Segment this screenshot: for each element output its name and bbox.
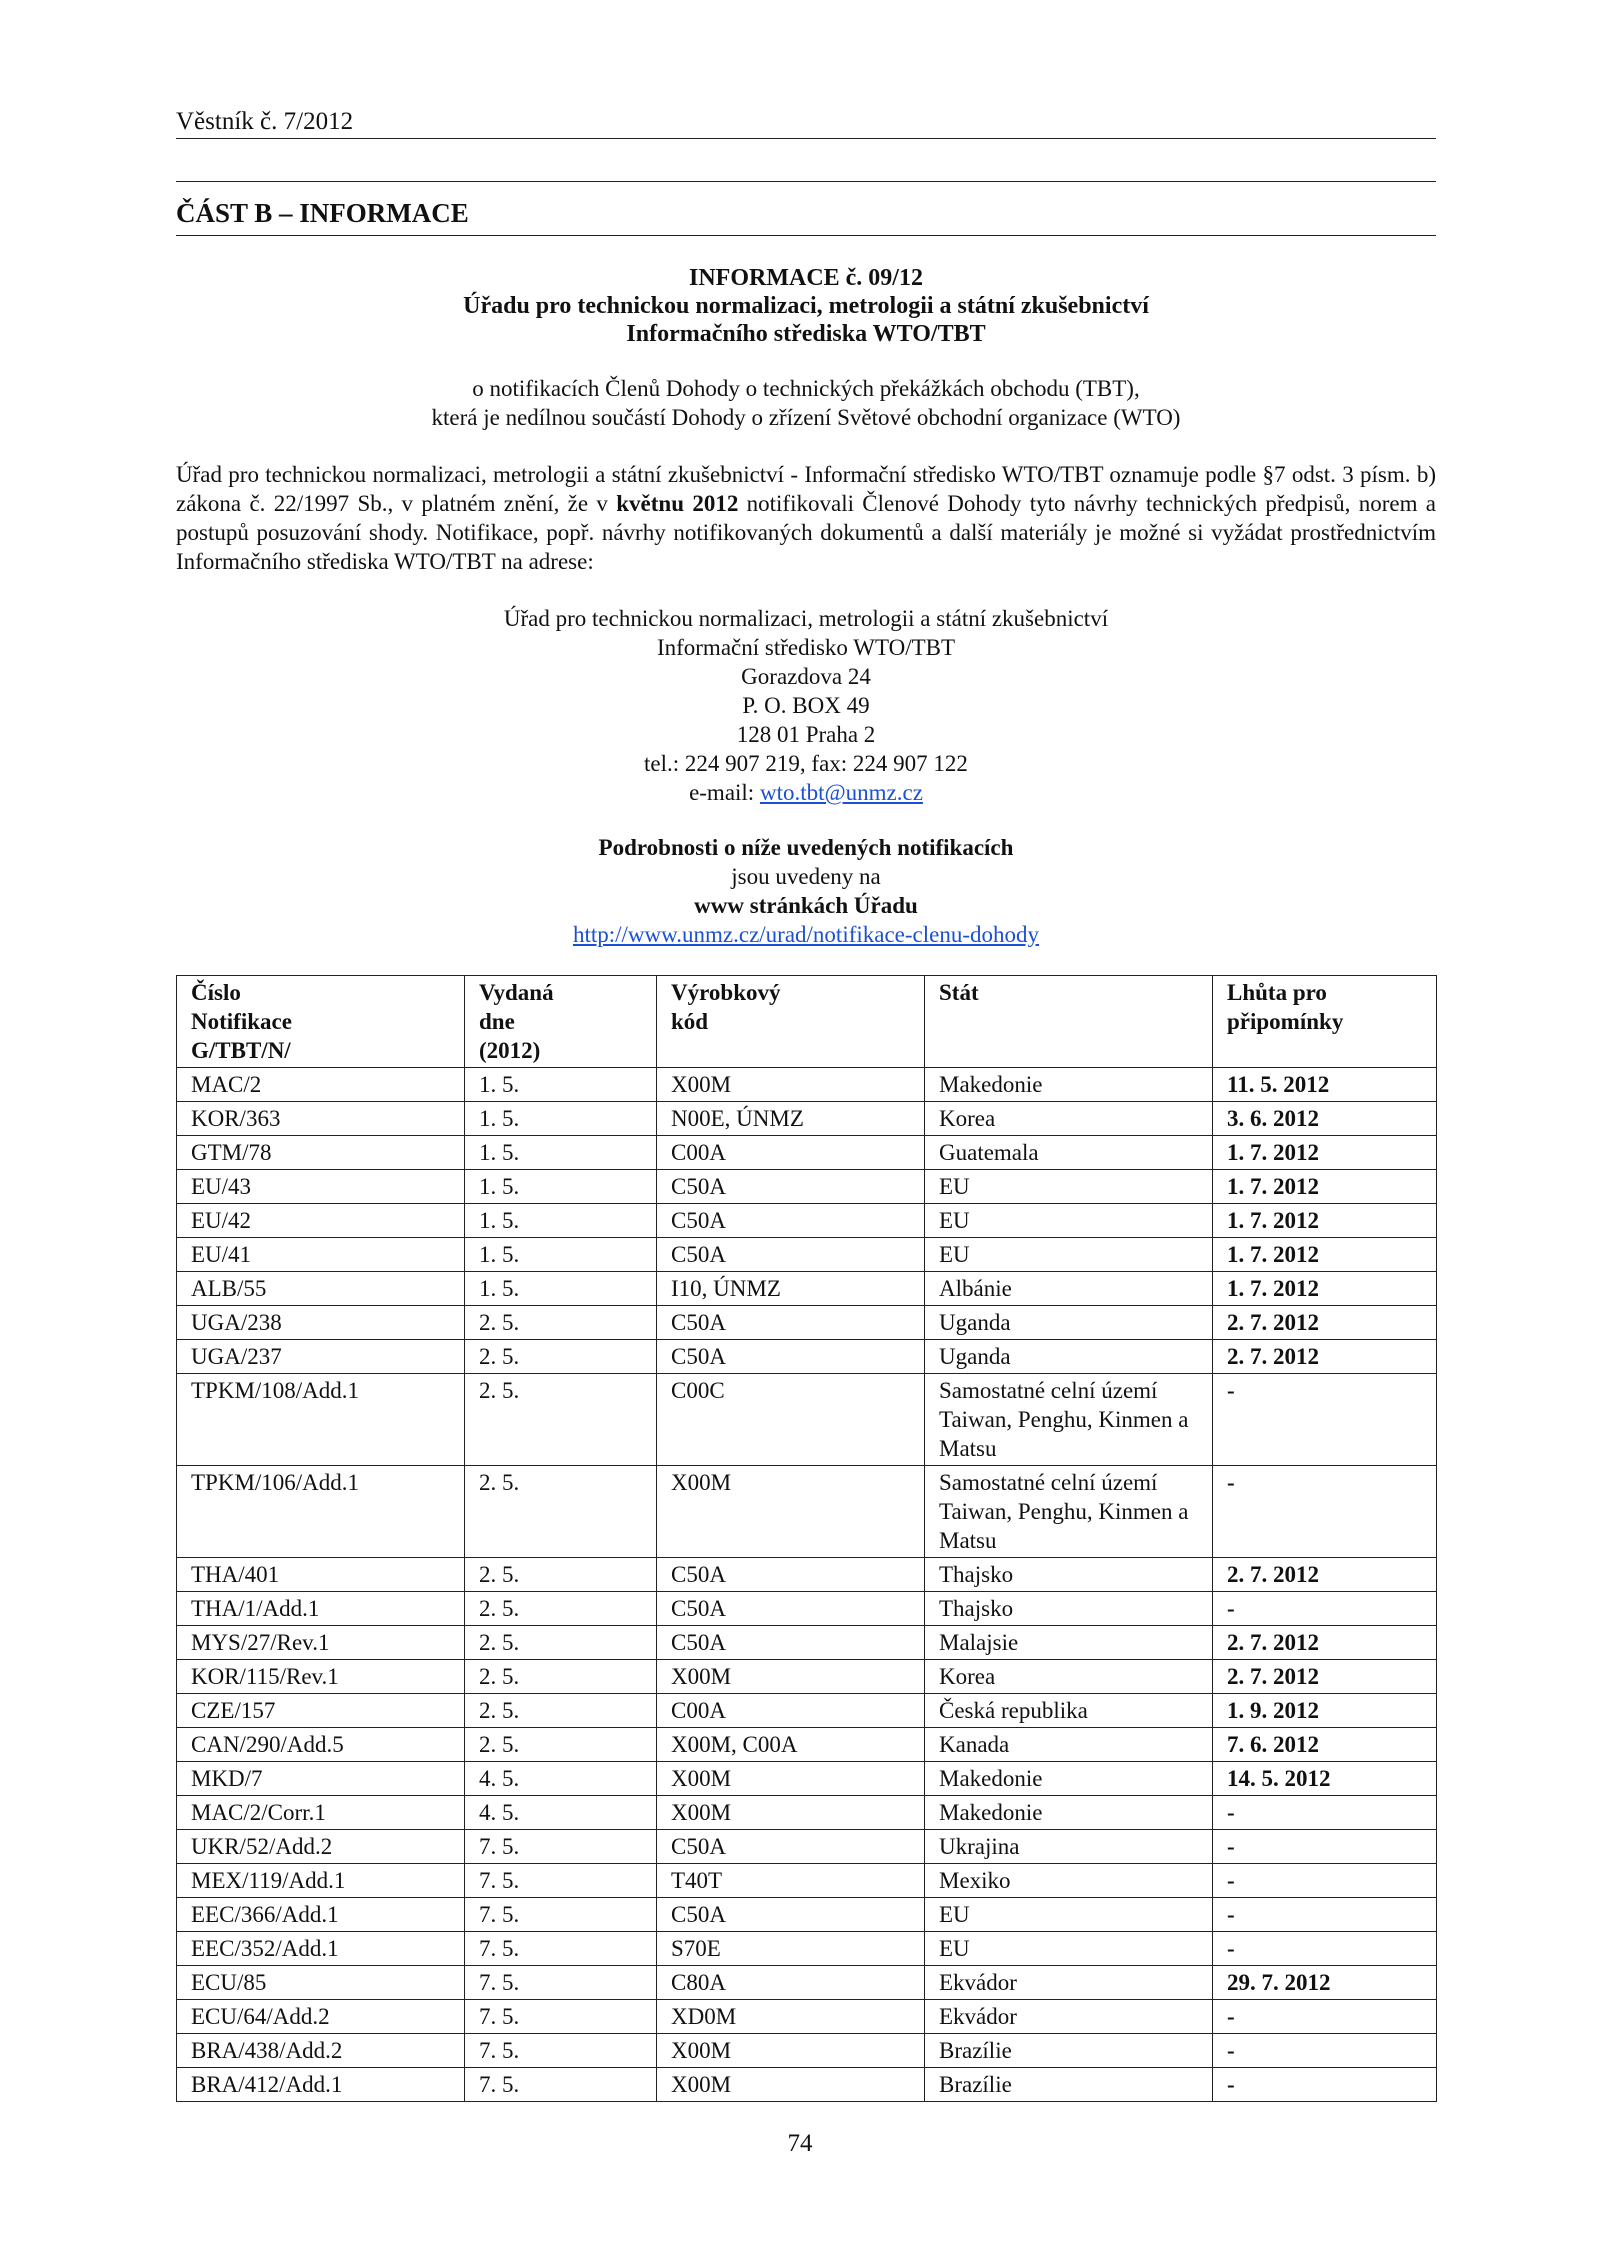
cell-country: Uganda	[925, 1340, 1213, 1374]
cell-comment-deadline: -	[1213, 1932, 1437, 1966]
table-row	[177, 1830, 1437, 1864]
cell-notification-number: UGA/237	[177, 1340, 465, 1374]
cell-country: Ekvádor	[925, 2000, 1213, 2034]
header-text: dne	[479, 1009, 515, 1034]
address-phone: tel.: 224 907 219, fax: 224 907 122	[644, 751, 968, 776]
details-line-2: jsou uvedeny na	[731, 864, 881, 889]
cell-country: Ukrajina	[925, 1830, 1213, 1864]
notifications-table	[176, 975, 1437, 2102]
cell-issued-date: 1. 5.	[465, 1238, 657, 1272]
table-row	[177, 1898, 1437, 1932]
cell-country: Uganda	[925, 1306, 1213, 1340]
info-centre: Informačního střediska WTO/TBT	[626, 321, 986, 347]
table-row	[177, 2068, 1437, 2102]
address-line-1: Úřad pro technickou normalizaci, metrologii a státní zkušebnictví	[503, 606, 1109, 631]
cell-product-code: X00M	[657, 1796, 925, 1830]
table-row	[177, 1660, 1437, 1694]
header-product-code	[657, 976, 925, 1068]
cell-product-code: X00M	[657, 2034, 925, 2068]
header-text: G/TBT/N/	[191, 1038, 291, 1063]
cell-product-code: C50A	[657, 1592, 925, 1626]
cell-comment-deadline: 1. 9. 2012	[1213, 1694, 1437, 1728]
cell-product-code: X00M	[657, 2068, 925, 2102]
cell-country: Ekvádor	[925, 1966, 1213, 2000]
cell-notification-number: CAN/290/Add.5	[177, 1728, 465, 1762]
page-number: 74	[787, 2130, 813, 2157]
cell-product-code: C50A	[657, 1204, 925, 1238]
cell-issued-date: 7. 5.	[465, 1932, 657, 1966]
cell-notification-number: MEX/119/Add.1	[177, 1864, 465, 1898]
cell-product-code: S70E	[657, 1932, 925, 1966]
header-text: Vydaná	[479, 980, 554, 1005]
cell-notification-number: EU/42	[177, 1204, 465, 1238]
intro-month: květnu 2012	[616, 491, 739, 516]
cell-issued-date: 1. 5.	[465, 1204, 657, 1238]
cell-comment-deadline: 1. 7. 2012	[1213, 1272, 1437, 1306]
cell-issued-date: 1. 5.	[465, 1170, 657, 1204]
cell-notification-number: GTM/78	[177, 1136, 465, 1170]
cell-comment-deadline: 2. 7. 2012	[1213, 1306, 1437, 1340]
cell-notification-number: MAC/2/Corr.1	[177, 1796, 465, 1830]
cell-comment-deadline: 1. 7. 2012	[1213, 1204, 1437, 1238]
address-line-3: Gorazdova 24	[741, 664, 871, 689]
cell-country: EU	[925, 1170, 1213, 1204]
cell-country: Česká republika	[925, 1694, 1213, 1728]
cell-comment-deadline: -	[1213, 2000, 1437, 2034]
cell-issued-date: 1. 5.	[465, 1068, 657, 1102]
cell-country: Makedonie	[925, 1762, 1213, 1796]
cell-product-code: C50A	[657, 1340, 925, 1374]
address-line-4: P. O. BOX 49	[742, 693, 870, 718]
info-office: Úřadu pro technickou normalizaci, metrologii a státní zkušebnictví	[463, 293, 1149, 319]
cell-issued-date: 7. 5.	[465, 2068, 657, 2102]
cell-country: Brazílie	[925, 2068, 1213, 2102]
cell-issued-date: 2. 5.	[465, 1728, 657, 1762]
cell-country: Malajsie	[925, 1626, 1213, 1660]
table-row	[177, 1966, 1437, 2000]
header-text: Lhůta pro	[1227, 980, 1327, 1005]
table-body	[177, 1068, 1437, 2102]
cell-product-code: X00M	[657, 1762, 925, 1796]
cell-notification-number: ECU/85	[177, 1966, 465, 2000]
cell-notification-number: EEC/352/Add.1	[177, 1932, 465, 1966]
info-heading	[176, 264, 1436, 348]
header-text: (2012)	[479, 1038, 541, 1063]
cell-country: Makedonie	[925, 1068, 1213, 1102]
cell-product-code: C80A	[657, 1966, 925, 2000]
cell-country: Albánie	[925, 1272, 1213, 1306]
cell-issued-date: 2. 5.	[465, 1626, 657, 1660]
address-email-line	[176, 778, 1436, 807]
table-row	[177, 1796, 1437, 1830]
cell-product-code: X00M, C00A	[657, 1728, 925, 1762]
details-block	[176, 833, 1436, 949]
intro-text-2: notifikovali Členové Dohody tyto návrhy technických předpisů, norem a postupů posuzování shody. Notifikace, popř. návrhy notifikovaných dokumentů a další materiály je možné si vyžádat prostřednictvím Informačního střediska WTO/TBT na adrese:	[176, 491, 1437, 574]
address-block	[176, 604, 1436, 807]
cell-product-code: I10, ÚNMZ	[657, 1272, 925, 1306]
table-header-row	[177, 976, 1437, 1068]
cell-country: Guatemala	[925, 1136, 1213, 1170]
address-line-2: Informační středisko WTO/TBT	[656, 635, 956, 660]
cell-comment-deadline: -	[1213, 1898, 1437, 1932]
header-text: Výrobkový	[671, 980, 781, 1005]
cell-product-code: C00C	[657, 1374, 925, 1466]
cell-comment-deadline: -	[1213, 1830, 1437, 1864]
cell-issued-date: 7. 5.	[465, 2000, 657, 2034]
cell-country: Korea	[925, 1660, 1213, 1694]
header-text: Stát	[939, 980, 979, 1005]
cell-notification-number: MKD/7	[177, 1762, 465, 1796]
cell-issued-date: 7. 5.	[465, 1864, 657, 1898]
table-row	[177, 1558, 1437, 1592]
cell-notification-number: UKR/52/Add.2	[177, 1830, 465, 1864]
section-title: ČÁST B – INFORMACE	[176, 181, 1436, 236]
cell-issued-date: 2. 5.	[465, 1374, 657, 1466]
cell-comment-deadline: 11. 5. 2012	[1213, 1068, 1437, 1102]
table-row	[177, 1374, 1437, 1466]
table-row	[177, 2000, 1437, 2034]
cell-issued-date: 2. 5.	[465, 1694, 657, 1728]
cell-issued-date: 7. 5.	[465, 1898, 657, 1932]
info-number: INFORMACE č. 09/12	[689, 265, 923, 291]
header-text: kód	[671, 1009, 709, 1034]
cell-country: Samostatné celní území Taiwan, Penghu, Kinmen a Matsu	[925, 1466, 1213, 1558]
cell-notification-number: MYS/27/Rev.1	[177, 1626, 465, 1660]
cell-notification-number: THA/401	[177, 1558, 465, 1592]
cell-country: Makedonie	[925, 1796, 1213, 1830]
table-row	[177, 1136, 1437, 1170]
cell-comment-deadline: -	[1213, 1864, 1437, 1898]
cell-notification-number: CZE/157	[177, 1694, 465, 1728]
cell-issued-date: 2. 5.	[465, 1340, 657, 1374]
cell-product-code: X00M	[657, 1068, 925, 1102]
cell-comment-deadline: -	[1213, 2068, 1437, 2102]
cell-product-code: T40T	[657, 1864, 925, 1898]
cell-product-code: C00A	[657, 1136, 925, 1170]
header-notification-number	[177, 976, 465, 1068]
cell-issued-date: 1. 5.	[465, 1102, 657, 1136]
cell-comment-deadline: 3. 6. 2012	[1213, 1102, 1437, 1136]
cell-product-code: C00A	[657, 1694, 925, 1728]
cell-comment-deadline: 1. 7. 2012	[1213, 1170, 1437, 1204]
cell-notification-number: BRA/438/Add.2	[177, 2034, 465, 2068]
cell-issued-date: 4. 5.	[465, 1796, 657, 1830]
cell-comment-deadline: 29. 7. 2012	[1213, 1966, 1437, 2000]
cell-comment-deadline: 2. 7. 2012	[1213, 1558, 1437, 1592]
table-row	[177, 1932, 1437, 1966]
cell-notification-number: THA/1/Add.1	[177, 1592, 465, 1626]
cell-issued-date: 1. 5.	[465, 1136, 657, 1170]
cell-comment-deadline: -	[1213, 1796, 1437, 1830]
cell-comment-deadline: -	[1213, 1592, 1437, 1626]
cell-notification-number: TPKM/106/Add.1	[177, 1466, 465, 1558]
table-row	[177, 1306, 1437, 1340]
email-label: e-mail:	[689, 780, 760, 805]
about-line-1: o notifikacích Členů Dohody o technických překážkách obchodu (TBT),	[472, 376, 1140, 401]
intro-paragraph	[176, 460, 1436, 576]
table-row	[177, 1068, 1437, 1102]
address-line-5: 128 01 Praha 2	[736, 722, 876, 747]
cell-country: Thajsko	[925, 1592, 1213, 1626]
document-page	[176, 108, 1436, 2102]
cell-notification-number: EU/43	[177, 1170, 465, 1204]
header-text: Notifikace	[191, 1009, 292, 1034]
details-url-link[interactable]: http://www.unmz.cz/urad/notifikace-clenu-dohody	[572, 922, 1040, 947]
cell-product-code: C50A	[657, 1626, 925, 1660]
table-row	[177, 1170, 1437, 1204]
cell-country: Samostatné celní území Taiwan, Penghu, Kinmen a Matsu	[925, 1374, 1213, 1466]
cell-country: Thajsko	[925, 1558, 1213, 1592]
table-row	[177, 1762, 1437, 1796]
table-row	[177, 1728, 1437, 1762]
cell-issued-date: 1. 5.	[465, 1272, 657, 1306]
header-country	[925, 976, 1213, 1068]
cell-comment-deadline: 2. 7. 2012	[1213, 1340, 1437, 1374]
table-row	[177, 1340, 1437, 1374]
table-row	[177, 1592, 1437, 1626]
cell-issued-date: 7. 5.	[465, 1830, 657, 1864]
header-comment-deadline	[1213, 976, 1437, 1068]
cell-product-code: C50A	[657, 1830, 925, 1864]
cell-comment-deadline: 1. 7. 2012	[1213, 1238, 1437, 1272]
cell-country: EU	[925, 1204, 1213, 1238]
cell-notification-number: KOR/115/Rev.1	[177, 1660, 465, 1694]
about-line-2: která je nedílnou součástí Dohody o zřízení Světové obchodní organizace (WTO)	[431, 405, 1181, 430]
cell-notification-number: TPKM/108/Add.1	[177, 1374, 465, 1466]
cell-comment-deadline: 2. 7. 2012	[1213, 1660, 1437, 1694]
cell-notification-number: UGA/238	[177, 1306, 465, 1340]
cell-country: Mexiko	[925, 1864, 1213, 1898]
cell-comment-deadline: 7. 6. 2012	[1213, 1728, 1437, 1762]
cell-product-code: C50A	[657, 1898, 925, 1932]
cell-issued-date: 4. 5.	[465, 1762, 657, 1796]
cell-issued-date: 2. 5.	[465, 1558, 657, 1592]
email-link[interactable]: wto.tbt@unmz.cz	[759, 780, 923, 805]
cell-notification-number: MAC/2	[177, 1068, 465, 1102]
cell-country: EU	[925, 1898, 1213, 1932]
table-row	[177, 1694, 1437, 1728]
table-row	[177, 1238, 1437, 1272]
cell-product-code: XD0M	[657, 2000, 925, 2034]
cell-notification-number: ECU/64/Add.2	[177, 2000, 465, 2034]
cell-country: EU	[925, 1238, 1213, 1272]
table-row	[177, 1466, 1437, 1558]
table-row	[177, 1864, 1437, 1898]
header-text: připomínky	[1227, 1009, 1344, 1034]
cell-country: EU	[925, 1932, 1213, 1966]
cell-product-code: X00M	[657, 1466, 925, 1558]
cell-product-code: C50A	[657, 1558, 925, 1592]
cell-issued-date: 2. 5.	[465, 1660, 657, 1694]
cell-product-code: X00M	[657, 1660, 925, 1694]
cell-product-code: C50A	[657, 1306, 925, 1340]
cell-comment-deadline: -	[1213, 1466, 1437, 1558]
details-line-1: Podrobnosti o níže uvedených notifikacích	[598, 835, 1014, 860]
header-issued-date	[465, 976, 657, 1068]
table-row	[177, 1272, 1437, 1306]
info-about	[176, 374, 1436, 432]
cell-issued-date: 2. 5.	[465, 1306, 657, 1340]
cell-product-code: C50A	[657, 1170, 925, 1204]
cell-comment-deadline: 1. 7. 2012	[1213, 1136, 1437, 1170]
cell-issued-date: 2. 5.	[465, 1592, 657, 1626]
cell-country: Brazílie	[925, 2034, 1213, 2068]
cell-comment-deadline: 2. 7. 2012	[1213, 1626, 1437, 1660]
details-line-3: www stránkách Úřadu	[694, 893, 918, 918]
cell-issued-date: 2. 5.	[465, 1466, 657, 1558]
cell-issued-date: 7. 5.	[465, 1966, 657, 2000]
header-text: Číslo	[191, 980, 241, 1005]
table-row	[177, 1102, 1437, 1136]
cell-issued-date: 7. 5.	[465, 2034, 657, 2068]
table-row	[177, 2034, 1437, 2068]
intro-text-1: Úřad pro technickou normalizaci, metrologii a státní zkušebnictví - Informační středisko WTO/TBT oznamuje podle §7 odst. 3 písm. b) zákona č. 22/1997 Sb., v platném znění, že v	[176, 462, 1436, 516]
cell-country: Kanada	[925, 1728, 1213, 1762]
table-row	[177, 1204, 1437, 1238]
cell-notification-number: KOR/363	[177, 1102, 465, 1136]
journal-header: Věstník č. 7/2012	[176, 108, 1436, 139]
cell-notification-number: ALB/55	[177, 1272, 465, 1306]
cell-notification-number: EU/41	[177, 1238, 465, 1272]
cell-country: Korea	[925, 1102, 1213, 1136]
cell-product-code: C50A	[657, 1238, 925, 1272]
cell-notification-number: EEC/366/Add.1	[177, 1898, 465, 1932]
cell-product-code: N00E, ÚNMZ	[657, 1102, 925, 1136]
cell-comment-deadline: 14. 5. 2012	[1213, 1762, 1437, 1796]
cell-comment-deadline: -	[1213, 2034, 1437, 2068]
cell-notification-number: BRA/412/Add.1	[177, 2068, 465, 2102]
table-row	[177, 1626, 1437, 1660]
cell-comment-deadline: -	[1213, 1374, 1437, 1466]
